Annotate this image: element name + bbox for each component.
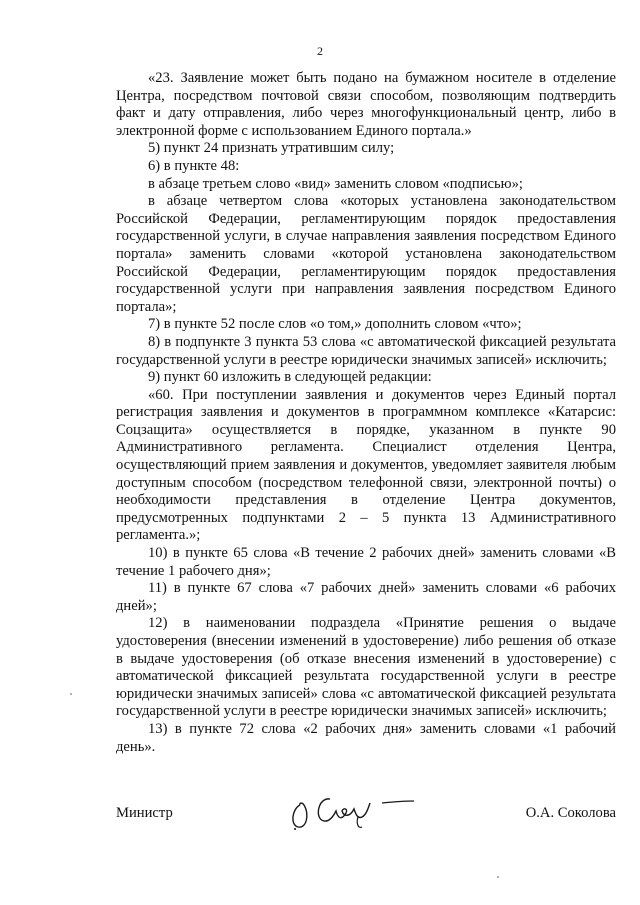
paragraph: 11) в пункте 67 слова «7 рабочих дней» заменить словами «6 рабочих дней»;: [116, 580, 616, 614]
signatory-title: Министр: [116, 805, 173, 821]
paragraph: «23. Заявление может быть подано на бумажном носителе в отделение Центра, посредством почтовой связи способом, позволяющим подтвердить факт и дату отправления, либо через многофункциональный центр, либо в электронной форме с использованием Единого портала.»: [116, 70, 616, 139]
handwritten-signature: [286, 789, 426, 831]
paragraph: 10) в пункте 65 слова «В течение 2 рабочих дней» заменить словами «В течение 1 рабочего дня»;: [116, 545, 616, 579]
paragraph: в абзаце третьем слово «вид» заменить словом «подписью»;: [148, 175, 523, 192]
paragraph: 13) в пункте 72 слова «2 рабочих дня» заменить словами «1 рабочий день».: [116, 720, 616, 755]
paragraph: 6) в пункте 48:: [148, 157, 240, 174]
page-number: 2: [317, 44, 323, 58]
paragraph: в абзаце четвертом слова «которых установлена законодательством Российской Федерации, регламентирующим порядок предоставления государственной услуги, в случае направления заявления посредством Единого портала» заменить словами «которой установлена законодательством Российской Федерации, регламентирующим порядок предоставления государственной услуги при направления заявления посредством Единого портала»;: [116, 193, 616, 315]
scan-speck: [70, 693, 72, 695]
paragraph: 7) в пункте 52 после слов «о том,» дополнить словом «что»;: [148, 316, 522, 333]
signatory-name: О.А. Соколова: [525, 805, 616, 821]
signature-block: [116, 789, 616, 829]
paragraph: 5) пункт 24 признать утратившим силу;: [148, 140, 395, 157]
paragraph: «60. При поступлении заявления и документов через Единый портал регистрация заявления и документов в программном комплексе «Катарсис: Соцзащита» осуществляется в порядке, указанном в пункте 90 Административного регламента. Специалист отделения Центра, осуществляющий прием заявления и документов, уведомляет заявителя любым доступным способом (посредством телефонной связи, электронной почты) о необходимости представления в отделение Центра документов, предусмотренных подпунктами 2 – 5 пункта 13 Административного регламента.»;: [116, 386, 616, 544]
paragraph: 9) пункт 60 изложить в следующей редакции:: [148, 369, 432, 386]
scan-speck: [497, 876, 499, 878]
document-body: [116, 70, 616, 756]
paragraph: 12) в наименовании подраздела «Принятие решения о выдаче удостоверения (внесении изменений в удостоверение) либо решения об отказе в выдаче удостоверения (об отказе внесения изменений в удостоверение) с автоматической фиксацией результата государственной услуги в реестре юридически значимых записей» слова «с автоматической фиксацией результата государственной услуги в реестре юридически значимых записей» исключить;: [116, 615, 616, 720]
paragraph: 8) в подпункте 3 пункта 53 слова «с автоматической фиксацией результата государственной услуги в реестре юридически значимых записей» исключить;: [116, 333, 616, 368]
